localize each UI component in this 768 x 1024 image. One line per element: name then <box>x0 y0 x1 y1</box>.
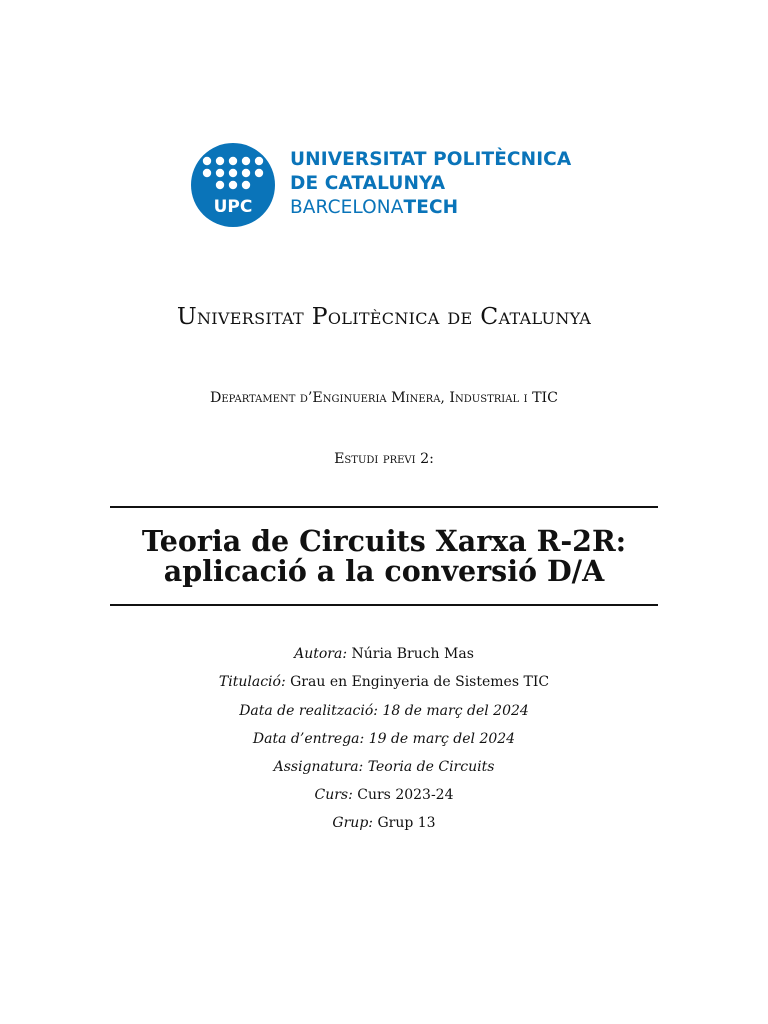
author-value: Núria Bruch Mas <box>351 646 474 662</box>
due-date-label: Data d’entrega: <box>252 731 365 747</box>
upc-logo <box>190 142 590 228</box>
subject-value: Teoria de Circuits <box>367 759 495 775</box>
group-label: Grup: <box>332 815 373 831</box>
due-date-line <box>0 731 768 747</box>
study-label: Estudi previ 2: <box>334 451 434 467</box>
title-line-1: Teoria de Circuits Xarxa R-2R: <box>141 524 627 558</box>
subject-line <box>0 759 768 775</box>
department-name: Departament d’Enginueria Minera, Industrial i TIC <box>210 390 558 406</box>
document-title <box>0 526 768 586</box>
logo-line-3-light: BARCELONA <box>290 197 404 218</box>
subject-label: Assignatura: <box>273 759 364 775</box>
upc-badge-text: UPC <box>213 197 253 217</box>
title-rule-top <box>110 506 658 508</box>
done-date-label: Data de realització: <box>239 703 378 719</box>
logo-wordmark <box>290 148 571 220</box>
course-line <box>0 787 768 803</box>
author-label: Autora: <box>294 646 348 662</box>
done-date-line <box>0 703 768 719</box>
degree-line <box>0 674 768 690</box>
group-line <box>0 815 768 831</box>
logo-line-3-bold: TECH <box>403 197 459 218</box>
title-rule-bottom <box>110 604 658 606</box>
author-line <box>0 646 768 662</box>
due-date-value: 19 de març del 2024 <box>368 731 516 747</box>
university-name: Universitat Politècnica de Catalunya <box>176 302 592 330</box>
group-value: Grup 13 <box>377 815 436 831</box>
done-date-value: 18 de març del 2024 <box>382 703 529 719</box>
logo-line-1: UNIVERSITAT POLITÈCNICA <box>290 149 572 170</box>
course-value: Curs 2023-24 <box>357 787 454 803</box>
degree-value: Grau en Enginyeria de Sistemes TIC <box>290 674 550 690</box>
course-label: Curs: <box>314 787 353 803</box>
logo-line-3 <box>290 196 571 220</box>
degree-label: Titulació: <box>218 674 286 690</box>
title-line-2: aplicació a la conversió D/A <box>163 554 605 588</box>
upc-badge-icon <box>190 142 276 228</box>
logo-line-2: DE CATALUNYA <box>290 173 446 194</box>
